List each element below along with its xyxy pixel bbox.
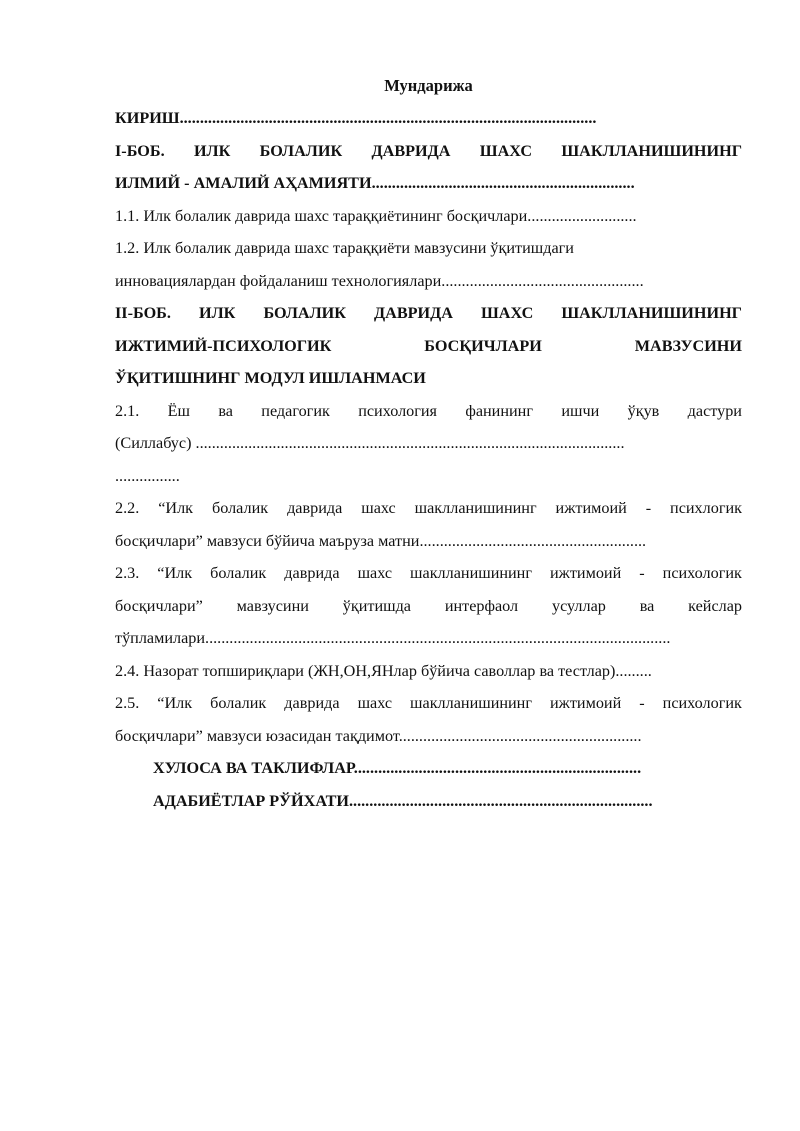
word: психология (358, 401, 437, 420)
word: - (645, 499, 652, 517)
word: кейслар (688, 596, 742, 615)
word: 2.1. (115, 401, 140, 420)
toc-entry-2-3-line1 (115, 557, 742, 590)
word: болалик (211, 499, 269, 517)
word: ўқув (627, 401, 660, 420)
word: ўқитишда (342, 596, 411, 615)
word: психологик (662, 694, 742, 712)
word: ва (218, 401, 233, 420)
toc-entry-2-5-line2: босқичлари” мавзуси юзасидан тақдимот............................................................ (115, 726, 642, 745)
word: - (639, 694, 645, 712)
toc-entry-conclusion: ХУЛОСА ВА ТАКЛИФЛАР....................................................................... (153, 759, 642, 777)
word: ДАВРИДА (374, 304, 453, 322)
word: ШАКЛЛАНИШИНИНГ (561, 141, 742, 160)
toc-entry-references: АДАБИЁТЛАР РЎЙХАТИ........................................................................... (153, 791, 653, 810)
toc-entry-1-2-line2: инновациялардан фойдаланиш технологиялари.................................................. (115, 271, 644, 290)
word: ШАХС (481, 304, 534, 322)
word: шахс (357, 694, 393, 712)
word: фанининг (465, 401, 533, 420)
word: болалик (210, 694, 267, 712)
word: даврида (284, 564, 340, 582)
word: шаклланишининг (410, 564, 532, 582)
word: Ёш (167, 401, 190, 420)
word: ижтимоий (555, 499, 627, 517)
word: шахс (357, 564, 393, 582)
word: дастури (687, 401, 742, 420)
word: - (639, 564, 645, 582)
word: “Илк (158, 499, 194, 517)
word: 2.3. (115, 564, 140, 582)
word: “Илк (157, 564, 193, 582)
toc-entry-1-1: 1.1. Илк болалик даврида шахс тараққиётининг босқичлари........................... (115, 206, 637, 225)
toc-entry-2-2-line1 (115, 492, 742, 525)
word: интерфаол (444, 596, 519, 615)
toc-entry-2-1-line1 (115, 395, 742, 428)
word: “Илк (157, 694, 193, 712)
toc-entry-2-5-line1 (115, 687, 742, 720)
toc-entry-1-2-line1: 1.2. Илк болалик даврида шахс тараққиёти мавзусини ўқитишдаги (115, 239, 574, 257)
word: ШАХС (479, 141, 533, 160)
toc-entry-2-1-line2: (Силлабус) .......................................................................................................... (115, 434, 625, 452)
word: мавзусини (236, 596, 309, 615)
toc-entry-2-2-line2: босқичлари” мавзуси бўйича маъруза матни........................................................ (115, 531, 647, 550)
word: БОЛАЛИК (263, 304, 346, 322)
toc-entry-2-4: 2.4. Назорат топшириқлари (ЖН,ОН,ЯНлар бўйича саволлар ва тестлар)......... (115, 661, 652, 680)
word: педагогик (261, 401, 330, 420)
word: даврида (287, 499, 343, 517)
word: МАВЗУСИНИ (634, 336, 742, 355)
word: усуллар (551, 596, 606, 615)
word: шахс (361, 499, 396, 517)
table-of-contents (115, 72, 742, 817)
word: ижтимоий (550, 564, 622, 582)
word: ишчи (561, 401, 600, 420)
word: БОЛАЛИК (259, 141, 343, 160)
word: шаклланишининг (414, 499, 537, 517)
toc-entry-chapter2-line2 (115, 330, 742, 363)
word: ва (639, 596, 655, 615)
word: психологик (662, 564, 742, 582)
word: ижтимоий (550, 694, 622, 712)
word: ДАВРИДА (371, 141, 451, 160)
word: ШАКЛЛАНИШИНИНГ (561, 304, 742, 322)
word: даврида (284, 694, 340, 712)
word: ИЛК (193, 141, 231, 160)
word: психлогик (670, 499, 742, 517)
toc-entry-chapter1-line1 (115, 135, 742, 168)
word: 2.2. (115, 499, 140, 517)
word: ИЛК (198, 304, 236, 322)
toc-entry-2-3-line2 (115, 590, 742, 623)
word: ИЖТИМИЙ-ПСИХОЛОГИК (115, 336, 332, 355)
toc-entry-2-3-line3: тўпламилари................................................................................................................... (115, 629, 671, 647)
word: болалик (210, 564, 267, 582)
toc-entry-chapter1-line2: ИЛМИЙ - АМАЛИЙ АҲАМИЯТИ................................................................. (115, 174, 635, 192)
word: I-БОБ. (115, 141, 165, 160)
word: босқичлари” (115, 596, 203, 615)
toc-title: Мундарижа (384, 76, 473, 95)
word: шаклланишининг (410, 694, 532, 712)
toc-entry-2-1-line3: ................ (115, 466, 180, 485)
toc-entry-intro: КИРИШ....................................................................................................... (115, 109, 597, 127)
word: II-БОБ. (115, 304, 171, 322)
word: 2.5. (115, 694, 140, 712)
word: БОСҚИЧЛАРИ (424, 336, 542, 355)
toc-entry-chapter2-line3: ЎҚИТИШНИНГ МОДУЛ ИШЛАНМАСИ (115, 369, 426, 387)
toc-entry-chapter2-line1 (115, 297, 742, 330)
